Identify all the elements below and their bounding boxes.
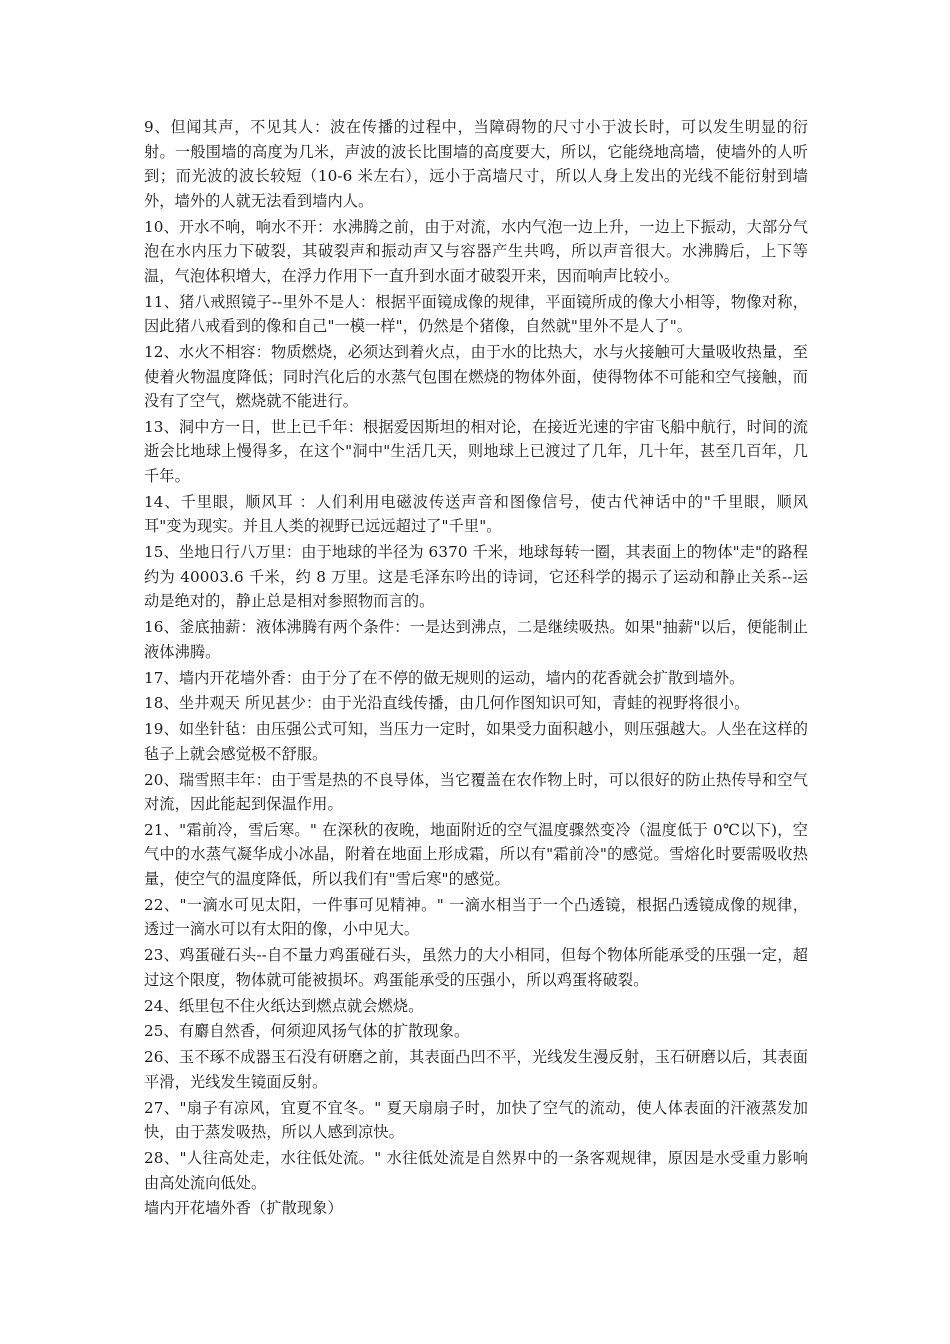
paragraph-item-13: 13、洞中方一日，世上已千年：根据爱因斯坦的相对论，在接近光速的宇宙飞船中航行，时间的流逝会比地球上慢得多，在这个"洞中"生活几天，则地球上已渡过了几年，几十年，甚至几百年，几千年。 bbox=[144, 417, 808, 486]
paragraph-item-11: 11、猪八戒照镜子--里外不是人：根据平面镜成像的规律，平面镜所成的像大小相等，物像对称，因此猪八戒看到的像和自己"一模一样"，仍然是个猪像，自然就"里外不是人了"。 bbox=[144, 292, 808, 336]
paragraph-item-12: 12、水火不相容：物质燃烧，必须达到着火点，由于水的比热大，水与火接触可大量吸收热量，至使着火物温度降低；同时汽化后的水蒸气包围在燃烧的物体外面，使得物体不可能和空气接触，而没有了空气，燃烧就不能进行。 bbox=[144, 342, 808, 411]
paragraph-item-23: 23、鸡蛋碰石头--自不量力鸡蛋碰石头，虽然力的大小相同，但每个物体所能承受的压强一定，超过这个限度，物体就可能被损坏。鸡蛋能承受的压强小，所以鸡蛋将破裂。 bbox=[144, 946, 808, 989]
paragraph-item-17: 17、墙内开花墙外香：由于分了在不停的做无规则的运动，墙内的花香就会扩散到墙外。 bbox=[144, 668, 745, 687]
paragraph-item-9: 9、但闻其声，不见其人：波在传播的过程中，当障碍物的尺寸小于波长时，可以发生明显的衍射。一般围墙的高度为几米，声波的波长比围墙的高度要大，所以，它能绕地高墙，使墙外的人听到；而光波的波长较短（10-6 米左右），远小于高墙尺寸，所以人身上发出的光线不能衍射到墙外，墙外的人就无法看到墙内人。 bbox=[144, 118, 808, 210]
paragraph-item-20: 20、瑞雪照丰年：由于雪是热的不良导体，当它覆盖在农作物上时，可以很好的防止热传导和空气对流，因此能起到保温作用。 bbox=[144, 770, 808, 814]
paragraph-item-19: 19、如坐针毡：由压强公式可知，当压力一定时，如果受力面积越小，则压强越大。人坐在这样的毡子上就会感觉极不舒服。 bbox=[144, 720, 808, 763]
paragraph-item-25: 25、有麝自然香，何须迎风扬气体的扩散现象。 bbox=[144, 1022, 470, 1041]
closing-line: 墙内开花墙外香（扩散现象） bbox=[144, 1199, 343, 1218]
paragraph-item-14: 14、千里眼，顺风耳 ：人们利用电磁波传送声音和图像信号，使古代神话中的"千里眼，顺风耳"变为现实。并且人类的视野已远远超过了"千里"。 bbox=[144, 492, 808, 536]
paragraph-item-16: 16、釜底抽薪：液体沸腾有两个条件：一是达到沸点，二是继续吸热。如果"抽薪"以后，便能制止液体沸腾。 bbox=[144, 618, 808, 661]
document-body bbox=[144, 115, 808, 1221]
paragraph-item-26: 26、玉不琢不成器玉石没有研磨之前，其表面凸凹不平，光线发生漫反射，玉石研磨以后，其表面平滑，光线发生镜面反射。 bbox=[144, 1048, 808, 1091]
paragraph-item-18: 18、坐井观天 所见甚少：由于光沿直线传播，由几何作图知识可知，青蛙的视野将很小。 bbox=[144, 694, 750, 713]
paragraph-item-24: 24、纸里包不住火纸达到燃点就会燃烧。 bbox=[144, 996, 424, 1015]
paragraph-item-22: 22、"一滴水可见太阳，一件事可见精神。" 一滴水相当于一个凸透镜，根据凸透镜成像的规律，透过一滴水可以有太阳的像，小中见大。 bbox=[144, 895, 808, 939]
paragraph-item-27: 27、"扇子有凉风，宜夏不宜冬。" 夏天扇扇子时，加快了空气的流动，使人体表面的汗液蒸发加快，由于蒸发吸热，所以人感到凉快。 bbox=[144, 1098, 808, 1142]
paragraph-item-15: 15、坐地日行八万里：由于地球的半径为 6370 千米，地球每转一圈，其表面上的物体"走"的路程约为 40003.6 千米，约 8 万里。这是毛泽东吟出的诗词，它还科学的揭示了运动和静止关系--运动是绝对的，静止总是相对参照物而言的。 bbox=[144, 543, 808, 611]
paragraph-item-28: 28、"人往高处走，水往低处流。" 水往低处流是自然界中的一条客观规律，原因是水受重力影响由高处流向低处。 bbox=[144, 1148, 808, 1192]
paragraph-item-21: 21、"霜前冷，雪后寒。" 在深秋的夜晚，地面附近的空气温度骤然变冷（温度低于 0℃以下)，空气中的水蒸气凝华成小冰晶，附着在地面上形成霜，所以有"霜前冷"的感觉。雪熔化时要需吸收热量，使空气的温度降低，所以我们有"雪后寒"的感觉。 bbox=[144, 820, 808, 889]
paragraph-item-10: 10、开水不响，响水不开：水沸腾之前，由于对流，水内气泡一边上升，一边上下振动，大部分气泡在水内压力下破裂，其破裂声和振动声又与容器产生共鸣，所以声音很大。水沸腾后，上下等温，气泡体积增大，在浮力作用下一直升到水面才破裂开来，因而响声比较小。 bbox=[144, 217, 808, 285]
